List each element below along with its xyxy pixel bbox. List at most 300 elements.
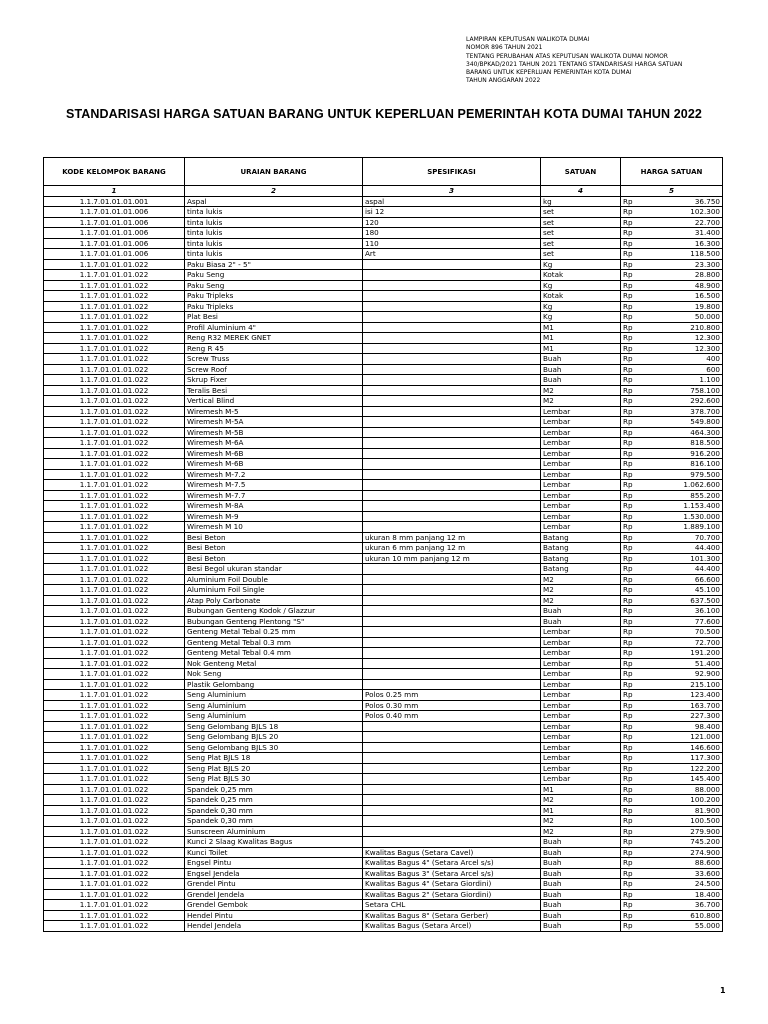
cell-harga — [621, 501, 723, 512]
cell-uraian: tinta lukis — [185, 217, 363, 228]
table-row — [44, 238, 723, 249]
table-row — [44, 469, 723, 480]
table-row — [44, 637, 723, 648]
table-row — [44, 910, 723, 921]
currency-label: Rp — [623, 858, 633, 867]
column-number: 3 — [363, 186, 541, 197]
cell-uraian: Genteng Metal Tebal 0.3 mm — [185, 637, 363, 648]
cell-kode: 1.1.7.01.01.01.022 — [44, 312, 185, 323]
price-value: 600 — [706, 364, 720, 374]
cell-satuan: Batang — [541, 564, 621, 575]
cell-spesifikasi: Kwalitas Bagus (Setara Cavel) — [363, 847, 541, 858]
cell-harga — [621, 291, 723, 302]
cell-spesifikasi — [363, 501, 541, 512]
cell-harga — [621, 616, 723, 627]
currency-label: Rp — [623, 784, 633, 794]
table-row — [44, 280, 723, 291]
cell-satuan: Buah — [541, 921, 621, 932]
cell-harga — [621, 700, 723, 711]
price-value: 81.900 — [694, 805, 720, 815]
cell-satuan: set — [541, 228, 621, 239]
table-row — [44, 700, 723, 711]
cell-spesifikasi — [363, 564, 541, 575]
currency-label: Rp — [623, 364, 633, 374]
cell-spesifikasi — [363, 375, 541, 386]
price-value: 1.153.400 — [683, 501, 720, 510]
cell-satuan: M1 — [541, 322, 621, 333]
price-value: 102.300 — [690, 207, 720, 216]
cell-harga — [621, 259, 723, 270]
cell-harga — [621, 763, 723, 774]
currency-label: Rp — [623, 490, 633, 500]
cell-satuan: Lembar — [541, 732, 621, 743]
cell-uraian: Wiremesh M-6B — [185, 448, 363, 459]
currency-label: Rp — [623, 459, 633, 468]
currency-label: Rp — [623, 669, 633, 678]
currency-label: Rp — [623, 259, 633, 269]
currency-label: Rp — [623, 679, 633, 689]
cell-satuan: Buah — [541, 354, 621, 365]
cell-kode: 1.1.7.01.01.01.022 — [44, 343, 185, 354]
cell-spesifikasi — [363, 774, 541, 785]
cell-uraian: Wiremesh M-6A — [185, 438, 363, 449]
cell-uraian: Paku Seng — [185, 270, 363, 281]
cell-uraian: Sunscreen Aluminium — [185, 826, 363, 837]
price-value: 36.700 — [694, 900, 720, 909]
cell-spesifikasi — [363, 448, 541, 459]
price-value: 70.700 — [694, 532, 720, 542]
currency-label: Rp — [623, 889, 633, 899]
cell-spesifikasi — [363, 763, 541, 774]
price-value: 227.300 — [690, 711, 720, 720]
currency-label: Rp — [623, 921, 633, 930]
price-value: 122.200 — [690, 763, 720, 773]
currency-label: Rp — [623, 280, 633, 290]
cell-kode: 1.1.7.01.01.01.022 — [44, 669, 185, 680]
cell-spesifikasi — [363, 438, 541, 449]
cell-kode: 1.1.7.01.01.01.022 — [44, 438, 185, 449]
cell-satuan: M2 — [541, 585, 621, 596]
cell-satuan: Buah — [541, 364, 621, 375]
cell-harga — [621, 774, 723, 785]
cell-kode: 1.1.7.01.01.01.022 — [44, 532, 185, 543]
price-value: 16.300 — [694, 238, 720, 248]
cell-satuan: Lembar — [541, 417, 621, 428]
table-row — [44, 417, 723, 428]
cell-harga — [621, 249, 723, 260]
cell-harga — [621, 322, 723, 333]
cell-satuan: Buah — [541, 837, 621, 848]
currency-label: Rp — [623, 648, 633, 657]
cell-satuan: Kg — [541, 280, 621, 291]
cell-spesifikasi — [363, 417, 541, 428]
currency-label: Rp — [623, 396, 633, 405]
cell-kode: 1.1.7.01.01.01.022 — [44, 616, 185, 627]
cell-uraian: Wiremesh M-5A — [185, 417, 363, 428]
cell-spesifikasi — [363, 658, 541, 669]
table-row — [44, 543, 723, 554]
price-value: 44.400 — [694, 564, 720, 573]
currency-label: Rp — [623, 627, 633, 636]
cell-harga — [621, 910, 723, 921]
cell-spesifikasi: ukuran 10 mm panjang 12 m — [363, 553, 541, 564]
cell-kode: 1.1.7.01.01.01.006 — [44, 238, 185, 249]
cell-satuan: Lembar — [541, 669, 621, 680]
price-value: 610.800 — [690, 910, 720, 920]
table-row — [44, 889, 723, 900]
price-value: 758.100 — [690, 385, 720, 395]
table-row — [44, 627, 723, 638]
cell-satuan: Buah — [541, 900, 621, 911]
cell-kode: 1.1.7.01.01.01.022 — [44, 816, 185, 827]
table-row — [44, 291, 723, 302]
cell-spesifikasi — [363, 343, 541, 354]
cell-satuan: M1 — [541, 343, 621, 354]
cell-harga — [621, 396, 723, 407]
cell-uraian: Seng Gelombang BJLS 30 — [185, 742, 363, 753]
cell-kode: 1.1.7.01.01.01.022 — [44, 469, 185, 480]
column-number: 5 — [621, 186, 723, 197]
cell-harga — [621, 805, 723, 816]
cell-spesifikasi — [363, 679, 541, 690]
cell-harga — [621, 658, 723, 669]
cell-kode: 1.1.7.01.01.01.022 — [44, 259, 185, 270]
currency-label: Rp — [623, 427, 633, 437]
price-value: 855.200 — [690, 490, 720, 500]
table-row — [44, 658, 723, 669]
cell-kode: 1.1.7.01.01.01.022 — [44, 732, 185, 743]
cell-satuan: Lembar — [541, 721, 621, 732]
cell-spesifikasi: Polos 0.30 mm — [363, 700, 541, 711]
table-row — [44, 270, 723, 281]
table-row — [44, 837, 723, 848]
cell-satuan: Kg — [541, 312, 621, 323]
cell-harga — [621, 238, 723, 249]
cell-spesifikasi: Kwalitas Bagus (Setara Arcel) — [363, 921, 541, 932]
price-value: 92.900 — [694, 669, 720, 678]
price-value: 48.900 — [694, 280, 720, 290]
price-value: 979.500 — [690, 469, 720, 479]
cell-kode: 1.1.7.01.01.01.006 — [44, 207, 185, 218]
cell-harga — [621, 868, 723, 879]
cell-kode: 1.1.7.01.01.01.022 — [44, 564, 185, 575]
cell-satuan: M2 — [541, 816, 621, 827]
cell-spesifikasi: ukuran 8 mm panjang 12 m — [363, 532, 541, 543]
price-value: 637.500 — [690, 595, 720, 605]
cell-spesifikasi — [363, 753, 541, 764]
table-row — [44, 784, 723, 795]
cell-kode: 1.1.7.01.01.01.022 — [44, 826, 185, 837]
cell-spesifikasi: Kwalitas Bagus 4" (Setara Arcel s/s) — [363, 858, 541, 869]
cell-kode: 1.1.7.01.01.01.022 — [44, 417, 185, 428]
cell-harga — [621, 585, 723, 596]
currency-label: Rp — [623, 217, 633, 227]
cell-spesifikasi: Setara CHL — [363, 900, 541, 911]
cell-satuan: Lembar — [541, 774, 621, 785]
table-row — [44, 354, 723, 365]
cell-spesifikasi: 180 — [363, 228, 541, 239]
cell-spesifikasi — [363, 459, 541, 470]
cell-kode: 1.1.7.01.01.01.022 — [44, 921, 185, 932]
price-value: 100.500 — [690, 816, 720, 825]
cell-harga — [621, 816, 723, 827]
cell-spesifikasi — [363, 259, 541, 270]
cell-harga — [621, 900, 723, 911]
cell-uraian: Plastik Gelombang — [185, 679, 363, 690]
cell-spesifikasi — [363, 732, 541, 743]
cell-satuan: set — [541, 217, 621, 228]
price-value: 1.889.100 — [683, 522, 720, 531]
cell-uraian: Seng Gelombang BJLS 20 — [185, 732, 363, 743]
cell-harga — [621, 469, 723, 480]
cell-satuan: Lembar — [541, 522, 621, 533]
currency-label: Rp — [623, 448, 633, 458]
cell-kode: 1.1.7.01.01.01.022 — [44, 637, 185, 648]
table-row — [44, 595, 723, 606]
cell-kode: 1.1.7.01.01.01.022 — [44, 354, 185, 365]
cell-satuan: M2 — [541, 396, 621, 407]
price-value: 23.300 — [694, 259, 720, 269]
cell-uraian: Wiremesh M-7.7 — [185, 490, 363, 501]
cell-harga — [621, 879, 723, 890]
cell-satuan: Kotak — [541, 270, 621, 281]
cell-harga — [621, 511, 723, 522]
cell-kode: 1.1.7.01.01.01.022 — [44, 280, 185, 291]
cell-satuan: Batang — [541, 553, 621, 564]
table-row — [44, 333, 723, 344]
currency-label: Rp — [623, 816, 633, 825]
cell-kode: 1.1.7.01.01.01.022 — [44, 480, 185, 491]
cell-satuan: Lembar — [541, 753, 621, 764]
currency-label: Rp — [623, 312, 633, 321]
cell-harga — [621, 574, 723, 585]
cell-harga — [621, 921, 723, 932]
cell-kode: 1.1.7.01.01.01.022 — [44, 753, 185, 764]
cell-satuan: Lembar — [541, 501, 621, 512]
cell-harga — [621, 784, 723, 795]
cell-satuan: M2 — [541, 795, 621, 806]
table-row — [44, 501, 723, 512]
currency-label: Rp — [623, 270, 633, 279]
table-row — [44, 228, 723, 239]
cell-spesifikasi — [363, 396, 541, 407]
table-row — [44, 196, 723, 207]
cell-harga — [621, 721, 723, 732]
cell-uraian: Spandek 0,25 mm — [185, 784, 363, 795]
table-row — [44, 826, 723, 837]
table-row — [44, 385, 723, 396]
cell-kode: 1.1.7.01.01.01.006 — [44, 228, 185, 239]
cell-harga — [621, 480, 723, 491]
lampiran-line: BARANG UNTUK KEPERLUAN PEMERINTAH KOTA DUMAI — [466, 69, 632, 77]
cell-uraian: Paku Seng — [185, 280, 363, 291]
cell-spesifikasi — [363, 522, 541, 533]
cell-spesifikasi — [363, 805, 541, 816]
table-row — [44, 900, 723, 911]
cell-uraian: Screw Truss — [185, 354, 363, 365]
cell-satuan: Kg — [541, 259, 621, 270]
cell-spesifikasi — [363, 721, 541, 732]
cell-harga — [621, 858, 723, 869]
cell-harga — [621, 543, 723, 554]
table-row — [44, 648, 723, 659]
price-value: 117.300 — [690, 753, 720, 762]
cell-spesifikasi — [363, 312, 541, 323]
cell-spesifikasi — [363, 669, 541, 680]
cell-uraian: Kunci Toilet — [185, 847, 363, 858]
cell-uraian: Besi Beton — [185, 543, 363, 554]
price-value: 146.600 — [690, 742, 720, 752]
cell-uraian: Nok Genteng Metal — [185, 658, 363, 669]
currency-label: Rp — [623, 301, 633, 311]
currency-label: Rp — [623, 837, 633, 846]
cell-satuan: Buah — [541, 847, 621, 858]
cell-uraian: Engsel Pintu — [185, 858, 363, 869]
table-row — [44, 343, 723, 354]
header-harga: HARGA SATUAN — [621, 158, 723, 186]
cell-spesifikasi: Art — [363, 249, 541, 260]
currency-label: Rp — [623, 291, 633, 300]
table-row — [44, 207, 723, 218]
cell-harga — [621, 417, 723, 428]
price-value: 1.100 — [699, 375, 720, 384]
cell-satuan: M2 — [541, 574, 621, 585]
cell-spesifikasi — [363, 469, 541, 480]
cell-harga — [621, 427, 723, 438]
currency-label: Rp — [623, 238, 633, 248]
table-row — [44, 396, 723, 407]
cell-spesifikasi — [363, 637, 541, 648]
cell-uraian: Reng R 45 — [185, 343, 363, 354]
cell-satuan: Lembar — [541, 742, 621, 753]
cell-uraian: Seng Plat BJLS 30 — [185, 774, 363, 785]
table-row — [44, 511, 723, 522]
cell-kode: 1.1.7.01.01.01.022 — [44, 427, 185, 438]
cell-harga — [621, 522, 723, 533]
cell-kode: 1.1.7.01.01.01.022 — [44, 606, 185, 617]
table-row — [44, 616, 723, 627]
cell-harga — [621, 669, 723, 680]
cell-satuan: Lembar — [541, 448, 621, 459]
document-title: STANDARISASI HARGA SATUAN BARANG UNTUK KEPERLUAN PEMERINTAH KOTA DUMAI TAHUN 2022 — [66, 107, 702, 121]
cell-spesifikasi — [363, 480, 541, 491]
cell-satuan: M2 — [541, 595, 621, 606]
table-row — [44, 858, 723, 869]
table-row — [44, 532, 723, 543]
cell-uraian: Seng Plat BJLS 20 — [185, 763, 363, 774]
cell-satuan: Lembar — [541, 637, 621, 648]
cell-harga — [621, 564, 723, 575]
price-value: 12.300 — [694, 343, 720, 353]
cell-satuan: Buah — [541, 889, 621, 900]
table-row — [44, 679, 723, 690]
currency-label: Rp — [623, 879, 633, 888]
cell-kode: 1.1.7.01.01.01.022 — [44, 795, 185, 806]
cell-kode: 1.1.7.01.01.01.022 — [44, 784, 185, 795]
cell-uraian: Hendel Jendela — [185, 921, 363, 932]
cell-satuan: Lembar — [541, 438, 621, 449]
cell-harga — [621, 354, 723, 365]
cell-uraian: Wiremesh M-8A — [185, 501, 363, 512]
cell-satuan: Buah — [541, 879, 621, 890]
cell-spesifikasi — [363, 490, 541, 501]
cell-satuan: M2 — [541, 385, 621, 396]
cell-satuan: Buah — [541, 910, 621, 921]
cell-spesifikasi — [363, 606, 541, 617]
cell-harga — [621, 207, 723, 218]
table-row — [44, 669, 723, 680]
price-value: 77.600 — [694, 616, 720, 626]
header-satuan: SATUAN — [541, 158, 621, 186]
cell-harga — [621, 385, 723, 396]
cell-satuan: set — [541, 249, 621, 260]
cell-spesifikasi: Kwalitas Bagus 4" (Setara Giordini) — [363, 879, 541, 890]
table-row — [44, 732, 723, 743]
price-value: 816.100 — [690, 459, 720, 468]
currency-label: Rp — [623, 375, 633, 384]
currency-label: Rp — [623, 732, 633, 741]
cell-harga — [621, 732, 723, 743]
cell-spesifikasi: Kwalitas Bagus 8" (Setara Gerber) — [363, 910, 541, 921]
header-spesifikasi: SPESIFIKASI — [363, 158, 541, 186]
cell-kode: 1.1.7.01.01.01.022 — [44, 448, 185, 459]
table-body — [44, 196, 723, 931]
price-value: 274.900 — [690, 847, 720, 857]
table-row — [44, 459, 723, 470]
cell-uraian: Bubungan Genteng Plentong "S" — [185, 616, 363, 627]
cell-kode: 1.1.7.01.01.01.022 — [44, 900, 185, 911]
price-value: 45.100 — [694, 585, 720, 594]
price-value: 378.700 — [690, 406, 720, 416]
cell-harga — [621, 312, 723, 323]
cell-spesifikasi — [363, 291, 541, 302]
currency-label: Rp — [623, 438, 633, 447]
cell-spesifikasi: aspal — [363, 196, 541, 207]
currency-label: Rp — [623, 795, 633, 804]
currency-label: Rp — [623, 637, 633, 647]
cell-kode: 1.1.7.01.01.01.022 — [44, 879, 185, 890]
price-value: 88.600 — [694, 858, 720, 867]
cell-kode: 1.1.7.01.01.01.022 — [44, 270, 185, 281]
cell-kode: 1.1.7.01.01.01.022 — [44, 301, 185, 312]
cell-spesifikasi: 110 — [363, 238, 541, 249]
cell-uraian: Plat Besi — [185, 312, 363, 323]
currency-label: Rp — [623, 868, 633, 878]
lampiran-line: TAHUN ANGGARAN 2022 — [466, 77, 541, 85]
cell-satuan: Lembar — [541, 679, 621, 690]
cell-satuan: Buah — [541, 616, 621, 627]
cell-satuan: Lembar — [541, 511, 621, 522]
price-value: 279.900 — [690, 826, 720, 836]
cell-spesifikasi: isi 12 — [363, 207, 541, 218]
price-value: 100.200 — [690, 795, 720, 804]
cell-spesifikasi — [363, 795, 541, 806]
cell-spesifikasi — [363, 280, 541, 291]
cell-uraian: Paku Tripleks — [185, 291, 363, 302]
currency-label: Rp — [623, 354, 633, 363]
cell-satuan: Buah — [541, 375, 621, 386]
cell-harga — [621, 459, 723, 470]
cell-harga — [621, 438, 723, 449]
cell-uraian: Bubungan Genteng Kodok / Glazzur — [185, 606, 363, 617]
table-row — [44, 553, 723, 564]
cell-satuan: set — [541, 238, 621, 249]
cell-kode: 1.1.7.01.01.01.022 — [44, 406, 185, 417]
currency-label: Rp — [623, 480, 633, 489]
table-row — [44, 259, 723, 270]
table-row — [44, 322, 723, 333]
cell-satuan: Lembar — [541, 427, 621, 438]
